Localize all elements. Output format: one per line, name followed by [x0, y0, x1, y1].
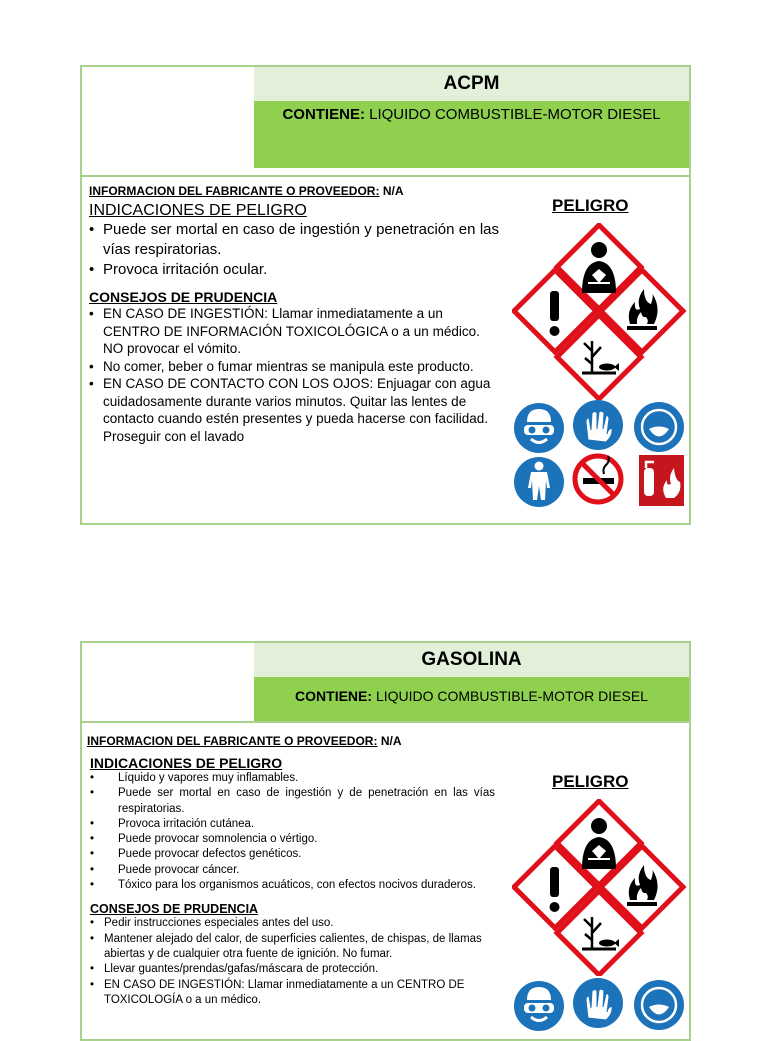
ghs-pictograms	[512, 799, 687, 976]
contains-prefix: CONTIENE:	[295, 688, 373, 704]
product-title: GASOLINA	[254, 643, 689, 677]
coverall-icon	[514, 457, 564, 507]
manufacturer-label: INFORMACION DEL FABRICANTE O PROVEEDOR:	[89, 184, 380, 198]
contains-prefix: CONTIENE:	[282, 106, 365, 123]
label-header	[82, 67, 689, 175]
header-blank-cell	[82, 67, 254, 175]
gloves-icon	[573, 400, 623, 450]
list-item: • Tóxico para los organismos acuáticos, con efectos nocivos duraderos.	[90, 878, 495, 893]
manufacturer-info	[87, 734, 495, 748]
list-item: • EN CASO DE INGESTIÓN: Llamar inmediatamente a un CENTRO DE TOXICOLOGÍA o a un médico.	[90, 978, 495, 1009]
list-item: • Provoca irritación cutánea.	[90, 817, 495, 832]
contains-cell	[254, 677, 689, 721]
no-smoking-icon	[575, 456, 621, 502]
hazard-list	[89, 220, 499, 280]
list-item: • Provoca irritación ocular.	[89, 260, 499, 280]
manufacturer-info	[89, 184, 499, 198]
fire-extinguisher-icon	[639, 455, 684, 506]
label-body	[87, 734, 495, 1008]
list-item: • Puede ser mortal en caso de ingestión y penetración en las vías respiratorias.	[89, 220, 499, 260]
signal-word: PELIGRO	[552, 772, 629, 791]
ppe-icons	[514, 978, 689, 1033]
hazard-list	[90, 771, 495, 893]
manufacturer-label: INFORMACION DEL FABRICANTE O PROVEEDOR:	[87, 734, 378, 748]
label-gasolina	[80, 641, 691, 1041]
prudence-heading: CONSEJOS DE PRUDENCIA	[90, 902, 259, 917]
mask-icon	[634, 980, 684, 1030]
label-header	[82, 643, 689, 721]
list-item: • EN CASO DE CONTACTO CON LOS OJOS: Enjuagar con agua cuidadosamente durante varios minutos. Quitar las lentes de contacto cuando estén presentes y pueda hacerse con facilidad. Proseguir con el lavado	[89, 375, 499, 445]
list-item: • Puede ser mortal en caso de ingestión y de penetración en las vías respiratorias.	[90, 786, 495, 817]
mask-icon	[634, 402, 684, 452]
list-item: • Puede provocar somnolencia o vértigo.	[90, 832, 495, 847]
label-body	[89, 184, 499, 445]
ppe-icons	[514, 400, 689, 510]
list-item: • Llevar guantes/prendas/gafas/máscara de protección.	[90, 962, 495, 977]
product-title: ACPM	[254, 67, 689, 101]
goggles-helmet-icon	[514, 403, 564, 453]
manufacturer-value: N/A	[382, 184, 404, 198]
list-item: • EN CASO DE INGESTIÓN: Llamar inmediatamente a un CENTRO DE INFORMACIÓN TOXICOLÓGICA o a un médico. NO provocar el vómito.	[89, 305, 499, 358]
prudence-heading: CONSEJOS DE PRUDENCIA	[89, 289, 278, 305]
prudence-list	[90, 916, 495, 1008]
signal-word: PELIGRO	[552, 196, 629, 215]
gloves-icon	[573, 978, 623, 1028]
manufacturer-value: N/A	[380, 734, 402, 748]
hazard-heading: INDICACIONES DE PELIGRO	[90, 755, 283, 771]
list-item: • Líquido y vapores muy inflamables.	[90, 771, 495, 786]
hazard-heading: INDICACIONES DE PELIGRO	[89, 202, 307, 219]
contains-cell	[254, 101, 689, 168]
list-item: • Puede provocar defectos genéticos.	[90, 847, 495, 862]
list-item: • Puede provocar cáncer.	[90, 863, 495, 878]
header-blank-cell	[82, 643, 254, 721]
list-item: • Pedir instrucciones especiales antes del uso.	[90, 916, 495, 931]
header-divider	[82, 721, 689, 723]
prudence-list	[89, 305, 499, 445]
list-item: • No comer, beber o fumar mientras se manipula este producto.	[89, 358, 499, 376]
header-divider	[82, 175, 689, 177]
ghs-pictograms	[512, 223, 687, 400]
contains-text: LIQUIDO COMBUSTIBLE-MOTOR DIESEL	[369, 106, 661, 123]
label-acpm	[80, 65, 691, 525]
list-item: • Mantener alejado del calor, de superficies calientes, de chispas, de llamas abiertas y de cualquier otra fuente de ignición. No fumar.	[90, 932, 495, 963]
contains-text: LIQUIDO COMBUSTIBLE-MOTOR DIESEL	[375, 688, 648, 704]
